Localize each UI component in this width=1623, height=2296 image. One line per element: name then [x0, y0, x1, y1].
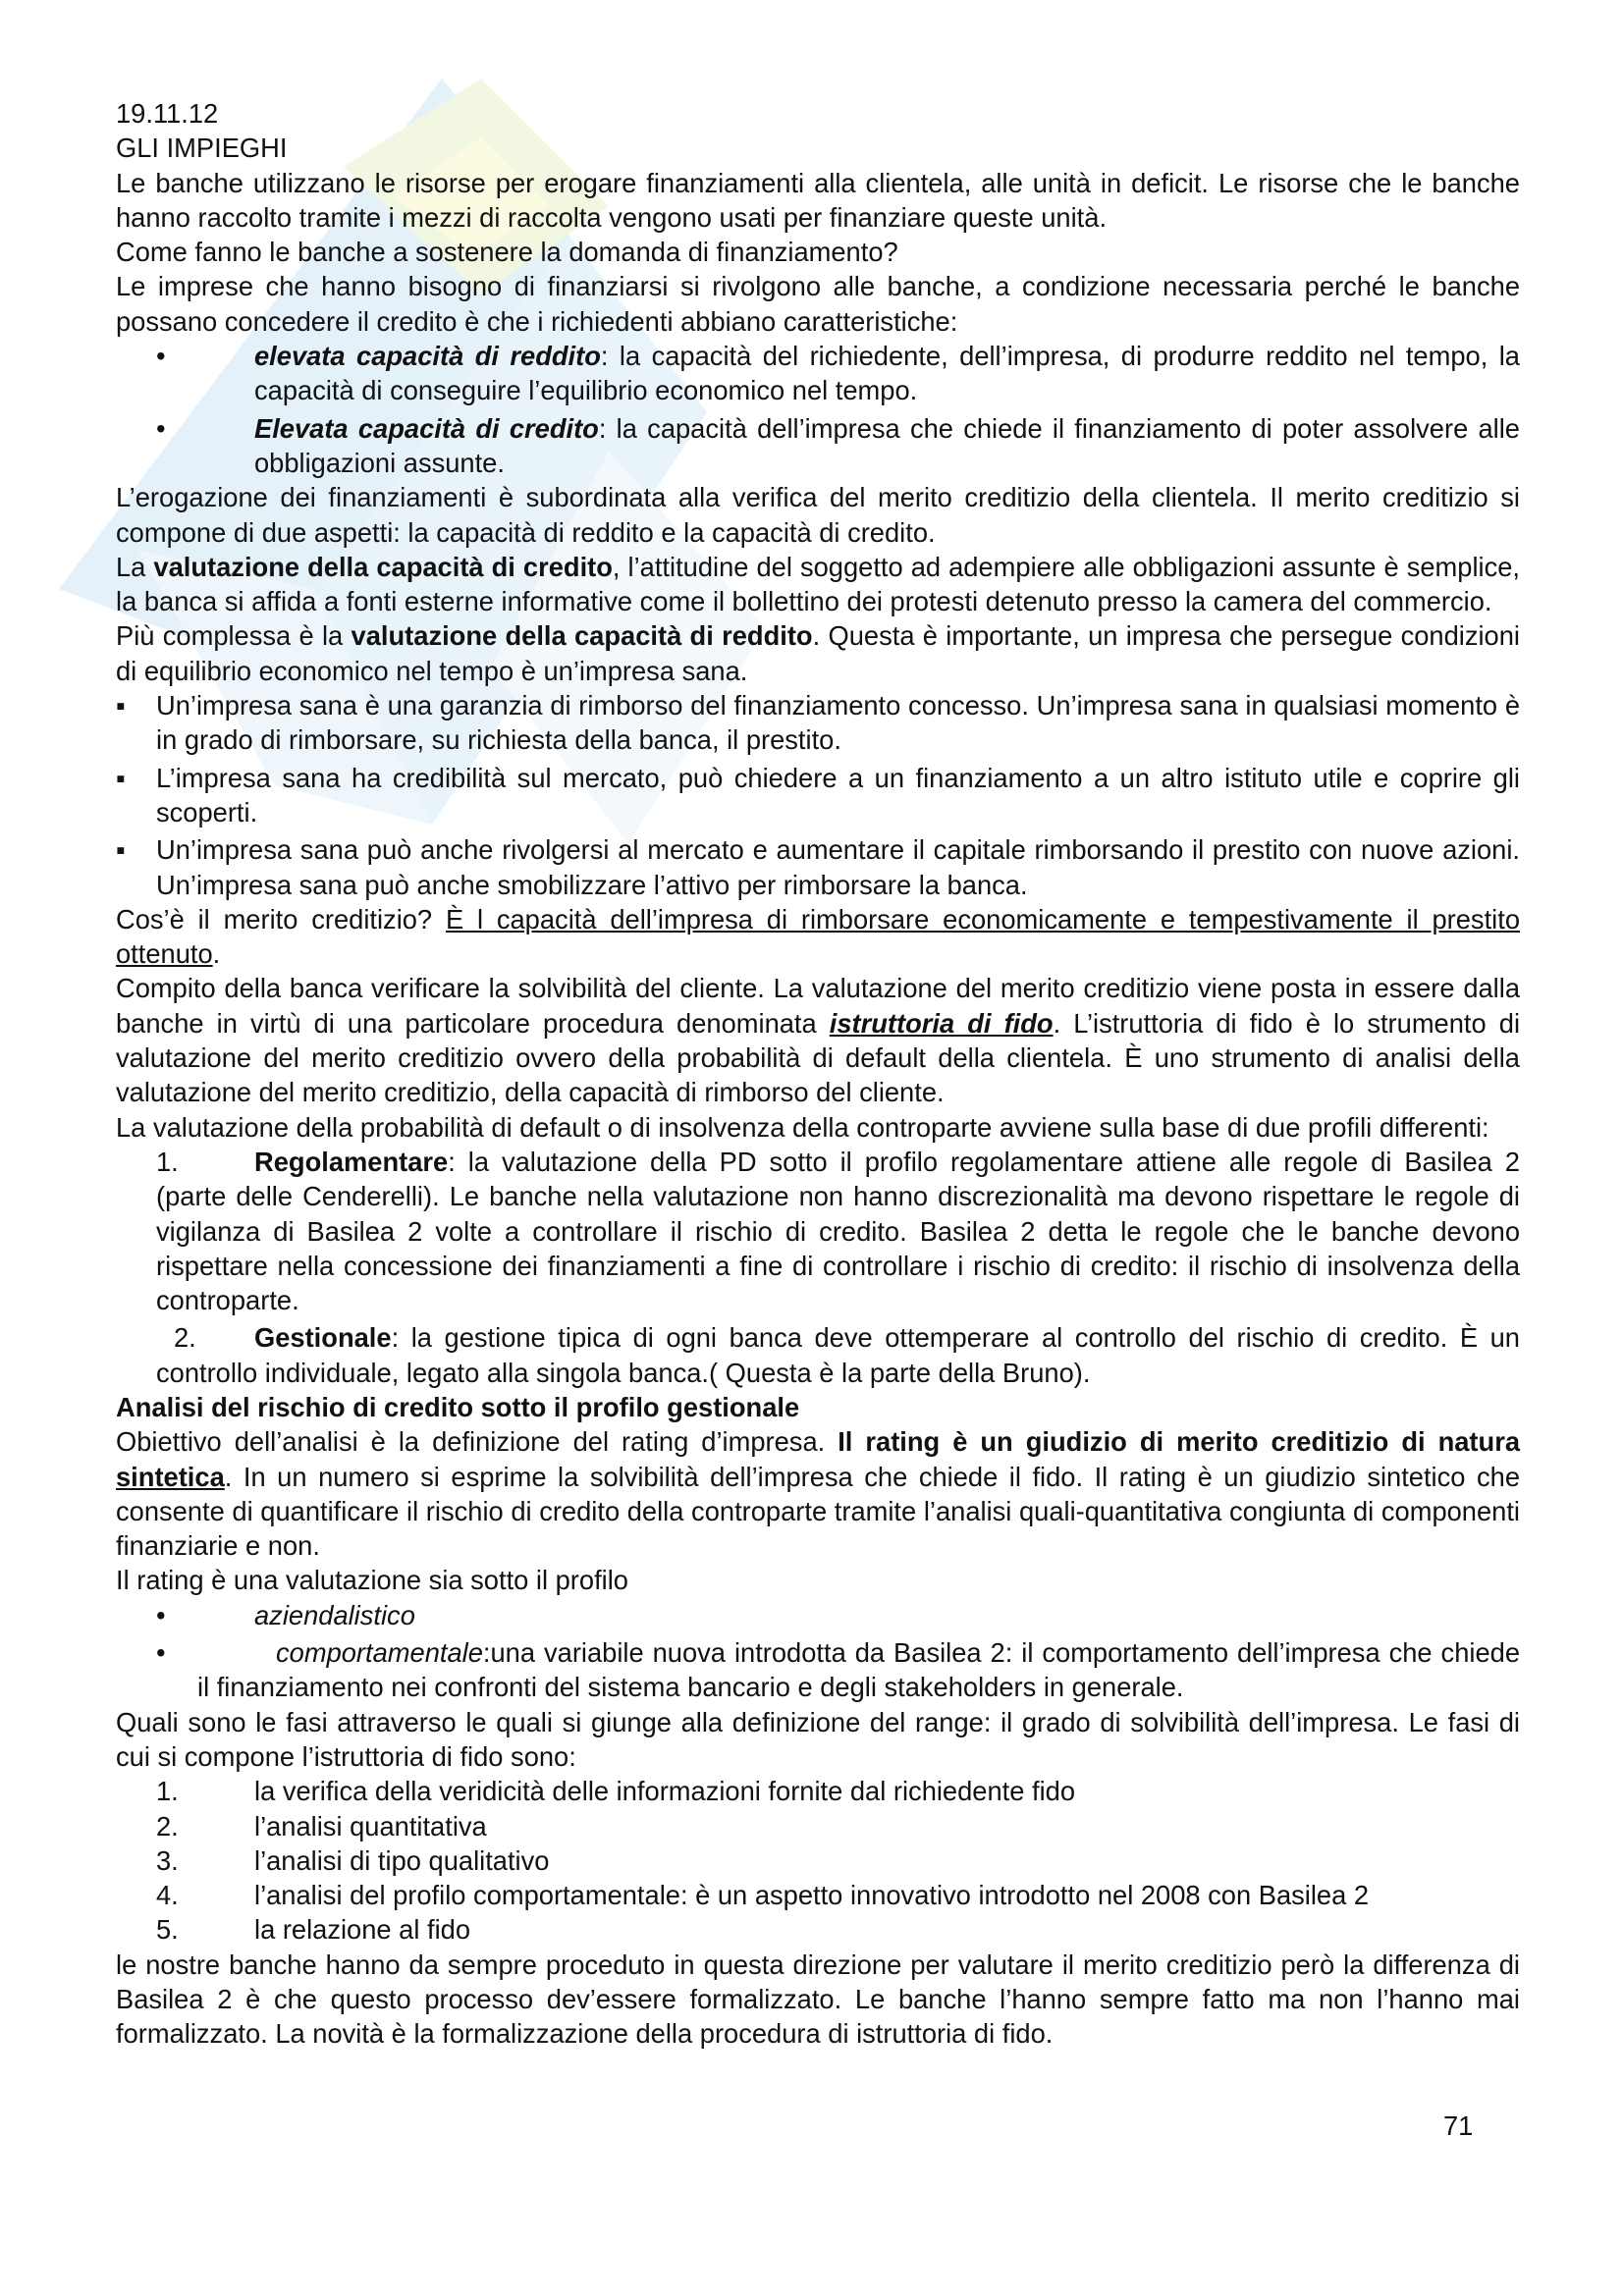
- list-item: 1. Regolamentare: la valutazione della PD sotto il profilo regolamentare attiene alle regole di Basilea 2 (parte delle Cenderelli). Le banche nella valutazione non hanno discrezionalità ma devono rispettare le regole di vigilanza di Basilea 2 volte a controllare il rischio di credito. Basilea 2 detta le regole che le banche devono rispettare nella concessione dei finanziamenti a fine di controllare i rischio di credito: il rischio di insolvenza della controparte.: [156, 1146, 1520, 1316]
- list-number: 1.: [156, 1776, 179, 1807]
- paragraph: Quali sono le fasi attraverso le quali si giunge alla definizione del range: il grado di solvibilità dell’impresa. Le fasi di cui si compone l’istruttoria di fido sono:: [116, 1706, 1520, 1772]
- list-item: • Elevata capacità di credito: la capacità dell’impresa che chiede il finanziamento di poter assolvere alle obbligazioni assunte.: [156, 412, 1520, 478]
- square-bullet-icon: ▪: [116, 762, 126, 793]
- paragraph: Le banche utilizzano le risorse per erogare finanziamenti alla clientela, alle unità in deficit. Le risorse che le banche hanno raccolto tramite i mezzi di raccolta vengono usati per finanziare queste unità.: [116, 167, 1520, 233]
- date-line: 19.11.12: [116, 98, 219, 129]
- list-number: 1.: [156, 1146, 179, 1177]
- list-number: 4.: [156, 1880, 179, 1911]
- term: Gestionale: [254, 1322, 392, 1354]
- bullet-icon: •: [156, 412, 166, 444]
- paragraph: L’erogazione dei finanziamenti è subordinata alla verifica del merito creditizio della clientela. Il merito creditizio si compone di due aspetti: la capacità di reddito e la capacità di credito.: [116, 482, 1520, 548]
- list-item: • aziendalistico: [116, 1598, 1520, 1632]
- section-title: GLI IMPIEGHI: [116, 133, 288, 164]
- list-number: 5.: [156, 1914, 179, 1946]
- paragraph: Più complessa è la valutazione della capacità di reddito. Questa è importante, un impresa che persegue condizioni di equilibrio economico nel tempo è un’impresa sana.: [116, 620, 1520, 686]
- list-item: ▪ Un’impresa sana è una garanzia di rimborso del finanziamento concesso. Un’impresa sana in qualsiasi momento è in grado di rimborsare, su richiesta della banca, il prestito.: [116, 690, 1520, 756]
- list-item: ▪ L’impresa sana ha credibilità sul mercato, può chiedere a un finanziamento a un altro istituto utile e coprire gli scoperti.: [116, 762, 1520, 828]
- paragraph: La valutazione della probabilità di default o di insolvenza della controparte avviene sulla base di due profili differenti:: [116, 1111, 1489, 1143]
- term: elevata capacità di reddito: [254, 341, 601, 372]
- list-item: 1. la verifica della veridicità delle informazioni fornite dal richiedente fido: [116, 1774, 1520, 1808]
- bullet-icon: •: [156, 1599, 166, 1630]
- paragraph: Compito della banca verificare la solvibilità del cliente. La valutazione del merito creditizio viene posta in essere dalla banche in virtù di una particolare procedura denominata istruttoria di fido. L’istruttoria di fido è lo strumento di valutazione del merito creditizio ovvero della probabilità di default della clientela. È uno strumento di analisi della valutazione del merito creditizio, della capacità di rimborso del cliente.: [116, 973, 1521, 1108]
- paragraph: Le imprese che hanno bisogno di finanziarsi si rivolgono alle banche, a condizione necessaria perché le banche possano concedere il credito è che i richiedenti abbiano caratteristiche:: [116, 271, 1520, 337]
- term: comportamentale: [276, 1637, 483, 1669]
- subheading: Analisi del rischio di credito sotto il profilo gestionale: [116, 1391, 800, 1422]
- paragraph: Il rating è una valutazione sia sotto il profilo: [116, 1565, 628, 1596]
- paragraph: Cos’è il merito creditizio? È l capacità dell’impresa di rimborsare economicamente e tempestivamente il prestito ottenuto.: [116, 903, 1520, 970]
- paragraph: le nostre banche hanno da sempre proceduto in questa direzione per valutare il merito creditizio però la differenza di Basilea 2 è che questo processo dev’essere formalizzato. Le banche l’hanno sempre fatto ma non l’hanno mai formalizzato. La novità è la formalizzazione della procedura di istruttoria di fido.: [116, 1949, 1520, 2050]
- square-bullet-icon: ▪: [116, 690, 126, 721]
- list-number: 2.: [156, 1810, 179, 1842]
- list-item: 5. la relazione al fido: [116, 1912, 1520, 1947]
- list-number: 3.: [156, 1844, 179, 1876]
- paragraph: Come fanno le banche a sostenere la domanda di finanziamento?: [116, 237, 898, 268]
- term: Regolamentare: [254, 1146, 449, 1177]
- term: Elevata capacità di credito: [254, 412, 599, 444]
- list-item: • elevata capacità di reddito: la capacità del richiedente, dell’impresa, di produrre reddito nel tempo, la capacità di conseguire l’equilibrio economico nel tempo.: [156, 341, 1520, 406]
- list-item: 2. Gestionale: la gestione tipica di ogni banca deve ottemperare al controllo del rischio di credito. È un controllo individuale, legato alla singola banca.( Questa è la parte della Bruno).: [156, 1322, 1520, 1388]
- bullet-icon: •: [156, 1637, 166, 1669]
- square-bullet-icon: ▪: [116, 834, 126, 866]
- list-number: 2.: [174, 1322, 196, 1354]
- list-item: ▪ Un’impresa sana può anche rivolgersi al mercato e aumentare il capitale rimborsando il prestito con nuove azioni. Un’impresa sana può anche smobilizzare l’attivo per rimborsare la banca.: [116, 834, 1520, 900]
- paragraph: Obiettivo dell’analisi è la definizione del rating d’impresa. Il rating è un giudizio di merito creditizio di natura sintetica. In un numero si esprime la solvibilità dell’impresa che chiede il fido. Il rating è un giudizio sintetico che consente di quantificare il rischio di credito della controparte tramite l’analisi quali-quantitativa congiunta di componenti finanziarie e non.: [116, 1426, 1521, 1562]
- list-item: 3. l’analisi di tipo qualitativo: [116, 1843, 1520, 1878]
- bullet-icon: •: [156, 341, 166, 372]
- list-item: 2. l’analisi quantitativa: [116, 1809, 1520, 1843]
- page-text: [116, 96, 1520, 2052]
- paragraph: La valutazione della capacità di credito, l’attitudine del soggetto ad adempiere alle obbligazioni assunte è semplice, la banca si affida a fonti esterne informative come il bollettino dei protesti detenuto presso la camera del commercio.: [116, 551, 1520, 617]
- list-item: • comportamentale:una variabile nuova introdotta da Basilea 2: il comportamento dell’impresa che chiede il finanziamento nei confronti del sistema bancario e degli stakeholders in generale.: [156, 1637, 1520, 1703]
- page-number: 71: [1443, 2110, 1474, 2141]
- list-item: 4. l’analisi del profilo comportamentale: è un aspetto innovativo introdotto nel 2008 con Basilea 2: [116, 1878, 1520, 1912]
